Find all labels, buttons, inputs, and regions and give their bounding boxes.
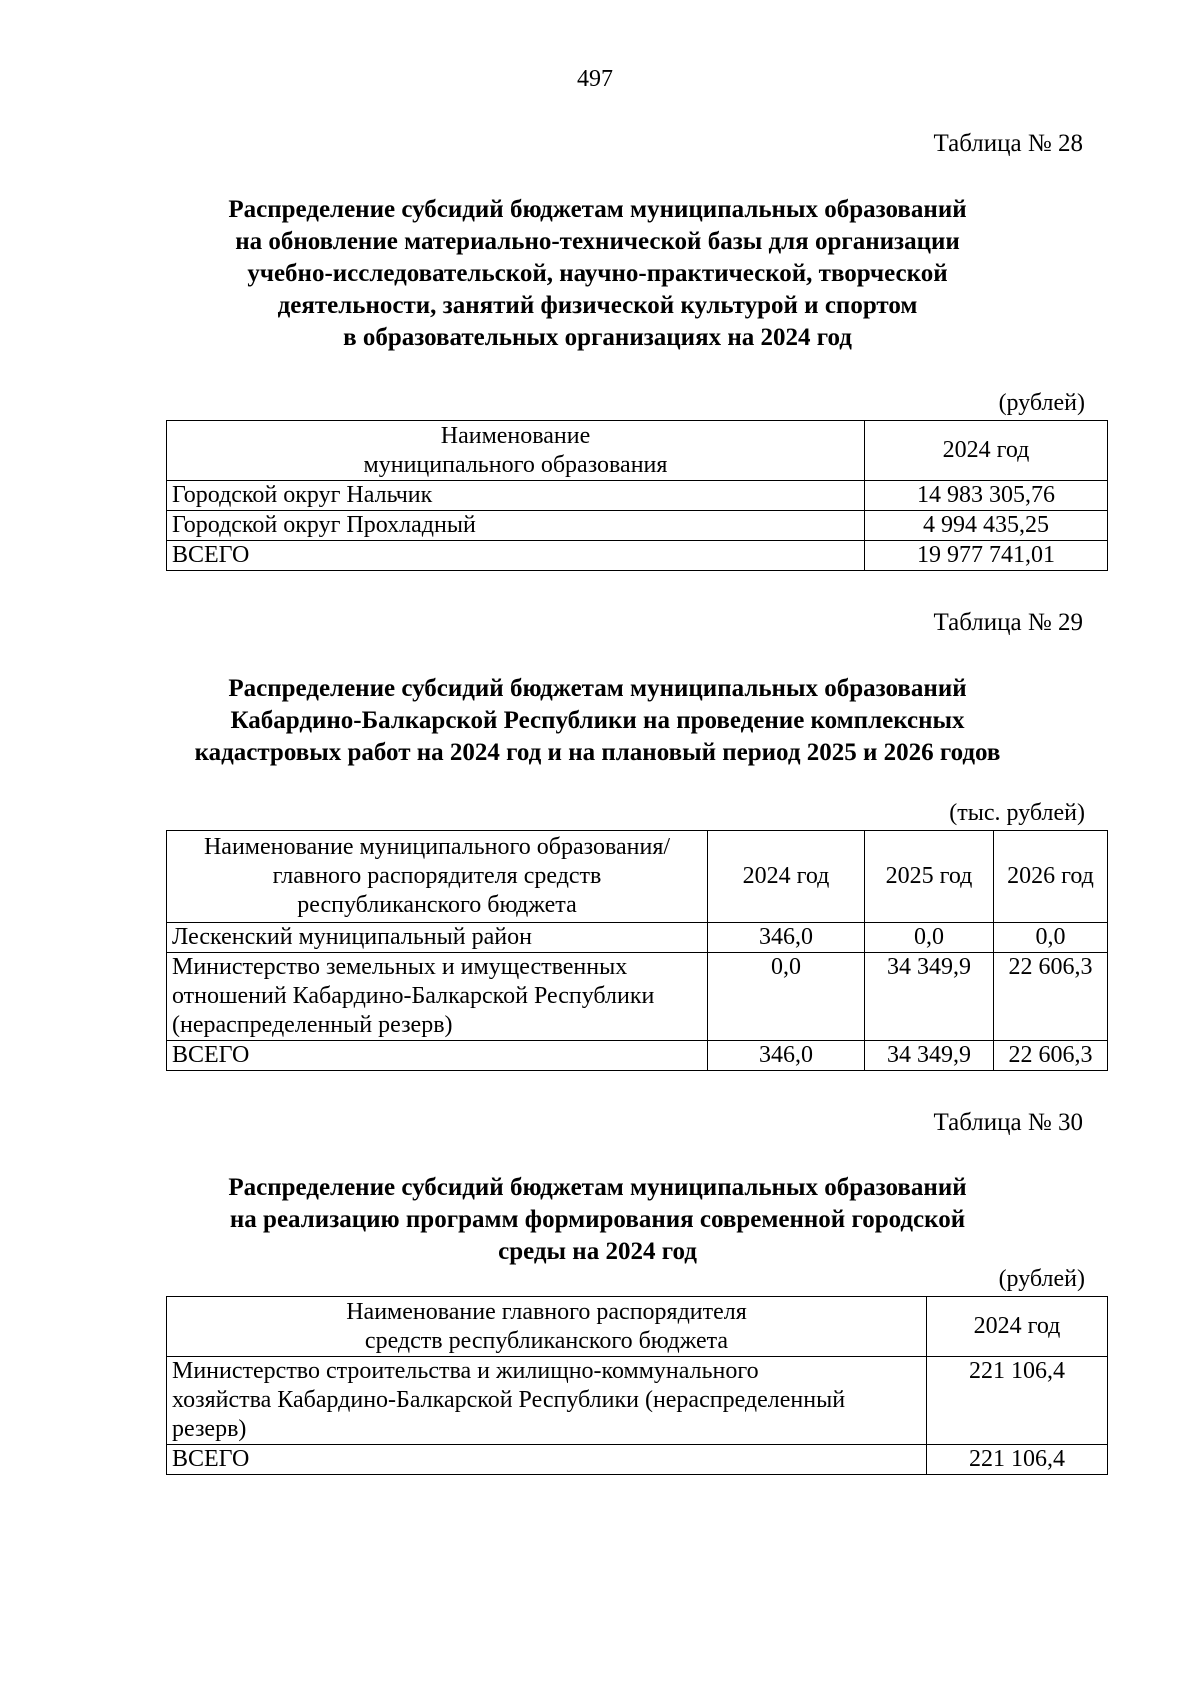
table-30-label: Таблица № 30 [933,1109,1083,1136]
row-value: 34 349,9 [865,1041,994,1071]
row-value: 346,0 [708,923,865,953]
table-row [167,511,1108,541]
title-line: Кабардино-Балкарской Республики на проведение комплексных [230,707,965,734]
row-name: ВСЕГО [167,1445,927,1475]
title-line: Распределение субсидий бюджетам муниципальных образований [228,196,967,223]
row-name [167,1357,927,1445]
title-line: среды на 2024 год [498,1238,697,1265]
row-value: 22 606,3 [994,1041,1108,1071]
header-text: главного распорядителя средств [272,863,602,889]
row-name: Лескенский муниципальный район [167,923,708,953]
table-28 [166,420,1108,571]
table-28-unit: (рублей) [998,390,1085,416]
row-name-line: отношений Кабардино-Балкарской Республики [172,983,655,1009]
table-header-row [167,421,1108,481]
header-year-cell: 2025 год [865,831,994,923]
header-name-cell [167,421,865,481]
row-value: 346,0 [708,1041,865,1071]
header-year-cell: 2024 год [927,1297,1108,1357]
title-line: на обновление материально-технической базы для организации [235,228,960,255]
row-name: Городской округ Прохладный [167,511,865,541]
table-29-title [150,673,1045,769]
header-name-cell [167,831,708,923]
table-row-total [167,1041,1108,1071]
row-value: 34 349,9 [865,953,994,1041]
row-name-line: резерв) [172,1416,247,1442]
row-name: Городской округ Нальчик [167,481,865,511]
header-name-cell [167,1297,927,1357]
header-year-cell: 2024 год [708,831,865,923]
header-year-cell: 2026 год [994,831,1108,923]
table-29-label: Таблица № 29 [933,609,1083,636]
title-line: в образовательных организациях на 2024 год [343,324,852,351]
header-text: Наименование главного распорядителя [346,1298,747,1325]
table-header-row [167,1297,1108,1357]
row-value: 0,0 [708,953,865,1041]
row-value: 4 994 435,25 [865,511,1108,541]
page-number: 497 [577,66,613,92]
row-value: 19 977 741,01 [865,541,1108,571]
table-28-title [150,194,1045,354]
title-line: кадастровых работ на 2024 год и на плановый период 2025 и 2026 годов [194,739,1001,766]
table-30 [166,1296,1108,1475]
table-row [167,481,1108,511]
row-value: 14 983 305,76 [865,481,1108,511]
table-30-title [150,1172,1045,1268]
header-text: средств республиканского бюджета [364,1327,729,1354]
row-name-line: Министерство строительства и жилищно-коммунального [172,1358,759,1384]
table-row [167,953,1108,1041]
header-text: Наименование муниципального образования/ [203,834,671,860]
row-name: ВСЕГО [167,1041,708,1071]
table-29 [166,830,1108,1071]
row-name: ВСЕГО [167,541,865,571]
title-line: Распределение субсидий бюджетам муниципальных образований [228,675,967,702]
table-row [167,1357,1108,1445]
header-text: Наименование [440,422,591,449]
header-text: республиканского бюджета [297,892,577,918]
title-line: деятельности, занятий физической культурой и спортом [277,292,918,319]
title-line: учебно-исследовательской, научно-практической, творческой [247,260,948,287]
row-value: 0,0 [865,923,994,953]
table-30-unit: (рублей) [998,1266,1085,1292]
row-name-line: хозяйства Кабардино-Балкарской Республики (нераспределенный [172,1387,846,1413]
table-29-unit: (тыс. рублей) [949,800,1085,826]
row-value: 221 106,4 [927,1445,1108,1475]
table-28-label: Таблица № 28 [933,130,1083,157]
row-value: 0,0 [994,923,1108,953]
row-value: 22 606,3 [994,953,1108,1041]
table-row-total [167,541,1108,571]
row-value: 221 106,4 [927,1357,1108,1445]
header-text: муниципального образования [363,451,668,478]
row-name-line: (нераспределенный резерв) [172,1012,453,1038]
row-name [167,953,708,1041]
title-line: на реализацию программ формирования современной городской [229,1206,966,1233]
title-line: Распределение субсидий бюджетам муниципальных образований [228,1174,967,1201]
table-header-row [167,831,1108,923]
table-row-total [167,1445,1108,1475]
table-row [167,923,1108,953]
row-name-line: Министерство земельных и имущественных [172,954,628,980]
header-year-cell: 2024 год [865,421,1108,481]
